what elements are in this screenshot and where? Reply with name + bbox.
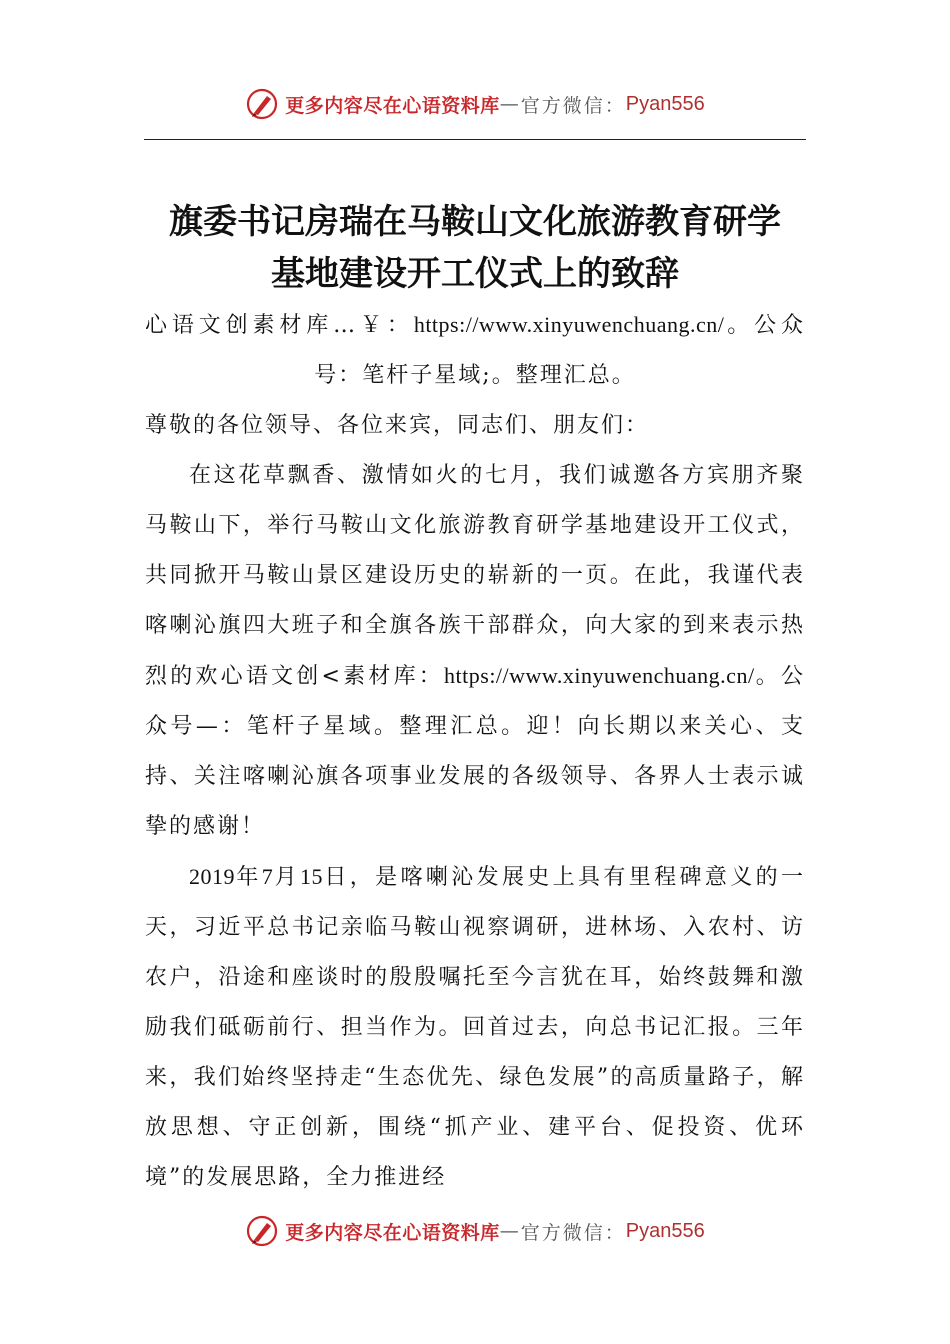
paragraph-2-text: 日，是喀喇沁发展史上具有里程碑意义的一天，习近平总书记亲临马鞍山视察调研，进林场、入农村、访农户，沿途和座谈时的殷殷嘱托至今言犹在耳，始终鼓舞和激励我们砥砺前行、担当作为。回首过去，向总书记汇报。三年来，我们始终坚持走“生态优先、绿色发展”的高质量路子，解放思想、守正创新，围绕“抓产业、建平台、促投资、优环境”的发展思路，全力推进经 [145, 865, 805, 1190]
footer-wechat-label: 官方微信： [520, 1221, 626, 1244]
header-divider [144, 139, 806, 140]
footer-main-text: 更多内容尽在心语资料库 [285, 1221, 500, 1244]
pen-logo-icon [245, 87, 279, 121]
paragraph-2-day: 15 [300, 864, 323, 889]
footer-banner [0, 1211, 950, 1251]
source-prefix: 心语文创素材库…￥： [145, 313, 414, 338]
source-note [145, 300, 805, 401]
paragraph-2-month-char: 月 [273, 865, 300, 890]
paragraph-1 [145, 451, 805, 852]
header-banner [0, 84, 950, 124]
banner-main-text: 更多内容尽在心语资料库 [285, 94, 500, 117]
paragraph-1-text-a: 在这花草飘香、激情如火的七月，我们诚邀各方宾朋齐聚马鞍山下，举行马鞍山文化旅游教育研学基地建设开工仪式，共同掀开马鞍山景区建设历史的崭新的一页。在此，我谨代表喀喇沁旗四大班子和全旗各族干部群众，向大家的到来表示热烈的欢心语文创<素材库： [145, 463, 805, 689]
paragraph-2-year-char: 年 [235, 865, 262, 890]
paragraph-1-url: https://www.xinyuwenchuang.cn/ [444, 663, 755, 688]
banner-wechat-id: Pyan556 [625, 92, 705, 115]
title-line-2: 基地建设开工仪式上的致辞 [271, 254, 679, 294]
source-url: https://www.xinyuwenchuang.cn/ [413, 312, 725, 337]
pen-logo-icon [245, 1214, 279, 1248]
paragraph-2-year: 2019 [189, 864, 235, 889]
footer-dash: — [499, 1220, 521, 1242]
footer-wechat-id: Pyan556 [625, 1219, 705, 1242]
source-suffix: 。公众号：笔杆子星域;。整理汇总。 [314, 313, 805, 388]
paragraph-1-text-b: 。公众号—：笔杆子星域。整理汇总。迎！向长期以来关心、支持、关注喀喇沁旗各项事业发展的各级领导、各界人士表示诚挚的感谢！ [145, 664, 805, 839]
document-body [145, 300, 805, 1203]
banner-wechat-label: 官方微信： [520, 94, 626, 117]
document-title [120, 196, 830, 300]
paragraph-2 [145, 852, 805, 1203]
paragraph-2-month: 7 [261, 864, 274, 889]
title-line-1: 旗委书记房瑞在马鞍山文化旅游教育研学 [169, 202, 781, 242]
banner-dash: — [499, 93, 521, 115]
salutation: 尊敬的各位领导、各位来宾，同志们、朋友们： [145, 413, 650, 438]
